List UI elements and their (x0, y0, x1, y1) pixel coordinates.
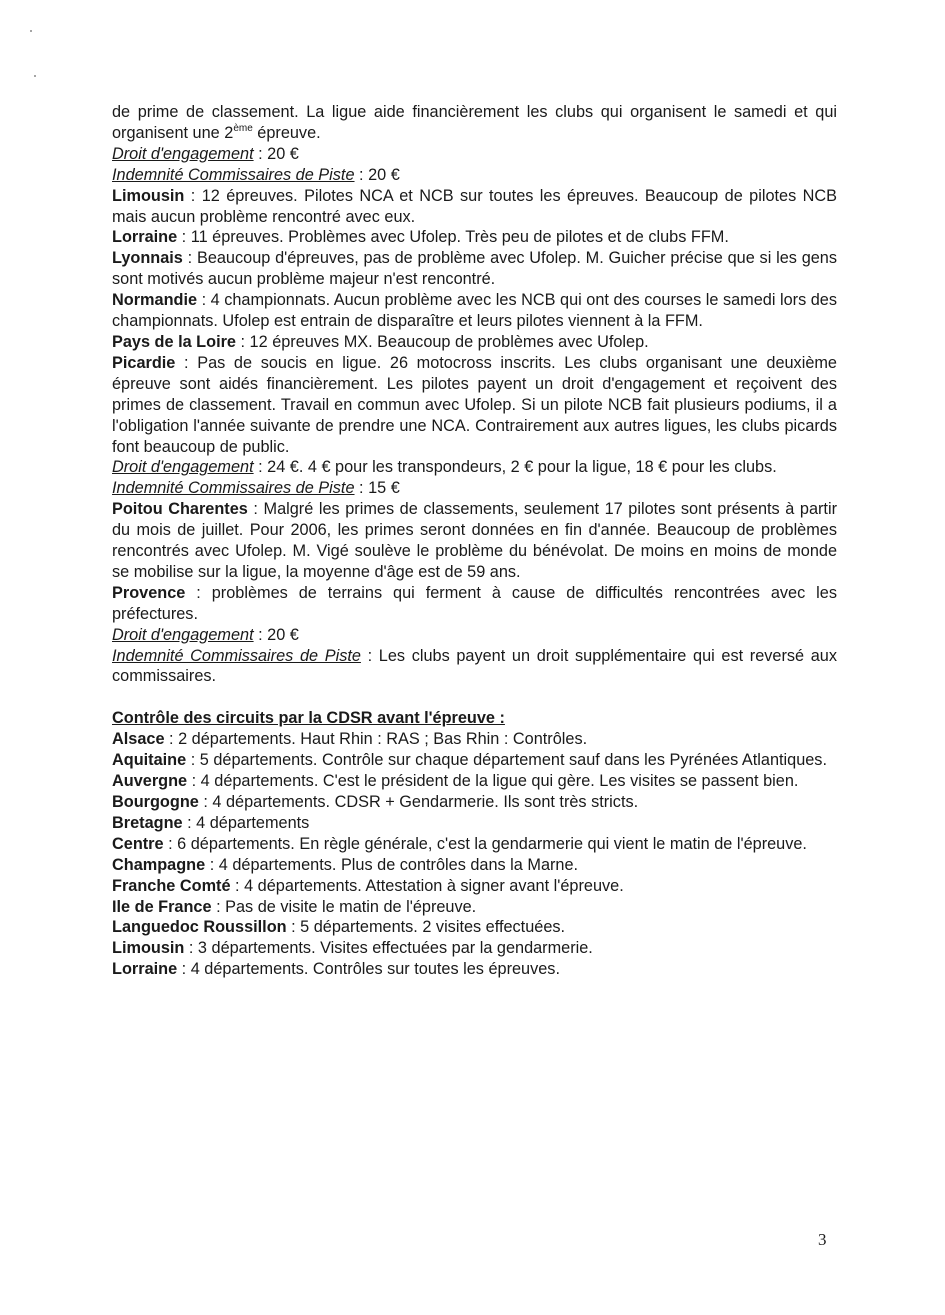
region-paragraph: Pays de la Loire : 12 épreuves MX. Beaucoup de problèmes avec Ufolep. (112, 332, 649, 351)
droit-engagement-line: Droit d'engagement : 24 €. 4 € pour les transpondeurs, 2 € pour la ligue, 18 € pour les clubs. (112, 458, 777, 477)
region-paragraph: Picardie : Pas de soucis en ligue. 26 motocross inscrits. Les clubs organisant une deuxième épreuve sont aidés financièrement. Les pilotes payent un droit d'engagement et reçoivent des primes de classement. Travail en commun avec Ufolep. Si un pilote NCB fait plusieurs podiums, il a l'obligation l'année suivante de prendre une NCA. Contrairement aux autres ligues, les clubs picards font beaucoup de public. (112, 353, 837, 456)
controle-item: Alsace : 2 départements. Haut Rhin : RAS ; Bas Rhin : Contrôles. (112, 730, 588, 749)
region-paragraph: Limousin : 12 épreuves. Pilotes NCA et NCB sur toutes les épreuves. Beaucoup de pilotes NCB mais aucun problème rencontré avec eux. (112, 186, 837, 226)
indemnite-line: Indemnité Commissaires de Piste : Les clubs payent un droit supplémentaire qui est reversé aux commissaires. (112, 646, 837, 686)
indemnite-line: Indemnité Commissaires de Piste : 20 € (112, 165, 400, 184)
controle-item: Lorraine : 4 départements. Contrôles sur toutes les épreuves. (112, 960, 560, 979)
controle-item: Bourgogne : 4 départements. CDSR + Gendarmerie. Ils sont très stricts. (112, 793, 639, 811)
controle-item: Aquitaine : 5 départements. Contrôle sur chaque département sauf dans les Pyrénées Atlantiques. (112, 751, 827, 770)
region-paragraph: Lorraine : 11 épreuves. Problèmes avec Ufolep. Très peu de pilotes et de clubs FFM. (112, 228, 729, 247)
section-heading: Contrôle des circuits par la CDSR avant l'épreuve : (112, 709, 505, 728)
region-paragraph: Lyonnais : Beaucoup d'épreuves, pas de problème avec Ufolep. M. Guicher précise que si les gens sont motivés aucun problème majeur n'est rencontré. (112, 249, 837, 289)
document-body (112, 102, 837, 980)
controle-item: Franche Comté : 4 départements. Attestation à signer avant l'épreuve. (112, 876, 624, 895)
region-paragraph: Provence : problèmes de terrains qui ferment à cause de difficultés rencontrées avec les préfectures. (112, 583, 837, 623)
controle-item: Champagne : 4 départements. Plus de contrôles dans la Marne. (112, 855, 579, 874)
region-paragraph: Normandie : 4 championnats. Aucun problème avec les NCB qui ont des courses le samedi lors des championnats. Ufolep est entrain de disparaître et leurs pilotes viennent à la FFM. (112, 291, 837, 331)
controle-item: Bretagne : 4 départements (112, 813, 310, 832)
region-paragraph: Poitou Charentes : Malgré les primes de classements, seulement 17 pilotes sont présents à partir du mois de juillet. Pour 2006, les primes seront données en fin d'année. Beaucoup de problèmes rencontrés avec Ufolep. M. Vigé soulève le problème du bénévolat. De moins en moins de monde se mobilise sur la ligue, la moyenne d'âge est de 59 ans. (112, 500, 837, 581)
controle-item: Auvergne : 4 départements. C'est le président de la ligue qui gère. Les visites se passent bien. (112, 772, 799, 791)
controle-item: Centre : 6 départements. En règle générale, c'est la gendarmerie qui vient le matin de l'épreuve. (112, 834, 807, 853)
indemnite-line: Indemnité Commissaires de Piste : 15 € (112, 479, 400, 498)
controle-item: Limousin : 3 départements. Visites effectuées par la gendarmerie. (112, 939, 593, 958)
controle-item: Ile de France : Pas de visite le matin de l'épreuve. (112, 897, 477, 916)
page-number: 3 (818, 1230, 827, 1249)
droit-engagement-line: Droit d'engagement : 20 € (112, 625, 299, 644)
intro-paragraph: de prime de classement. La ligue aide financièrement les clubs qui organisent le samedi et qui organisent une 2ème épreuve. (112, 103, 837, 142)
droit-engagement-line: Droit d'engagement : 20 € (112, 144, 299, 163)
controle-item: Languedoc Roussillon : 5 départements. 2 visites effectuées. (112, 918, 566, 937)
